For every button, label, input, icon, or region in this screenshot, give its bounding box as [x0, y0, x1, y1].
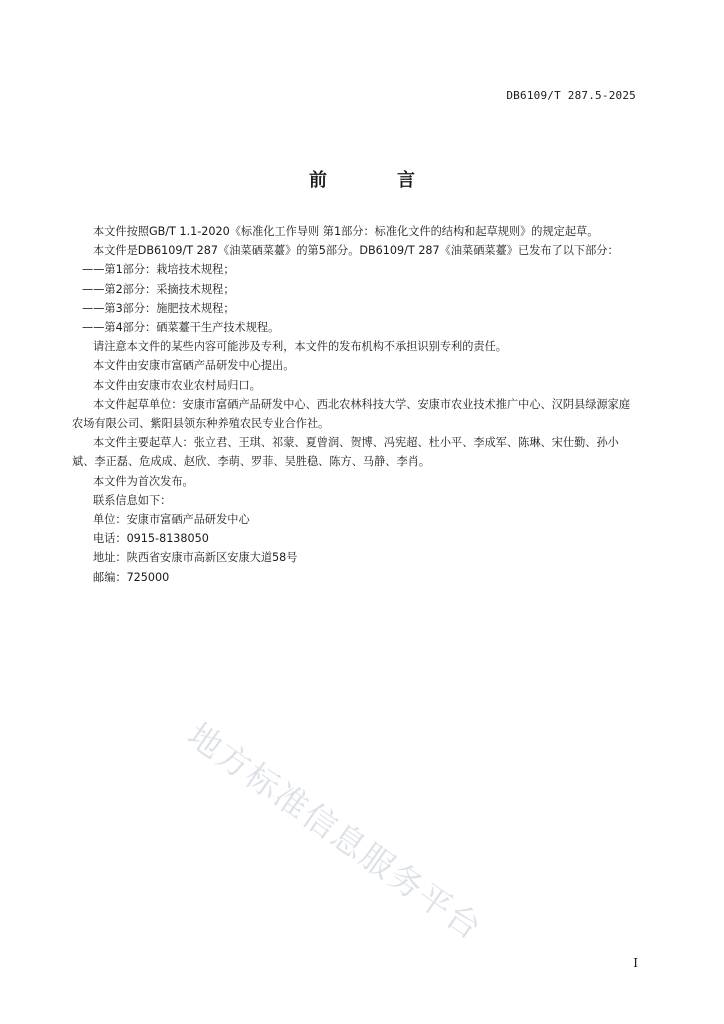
- list-item-part-1: ——第1部分：栽培技术规程；: [82, 263, 235, 277]
- list-item-part-2: ——第2部分：采摘技术规程；: [82, 282, 235, 296]
- contact-phone: 电话：0915-8138050: [93, 532, 209, 546]
- list-item-part-3: ——第3部分：施肥技术规程；: [82, 301, 235, 315]
- list-item-part-4: ——第4部分：硒菜薹干生产技术规程。: [82, 321, 280, 335]
- contact-unit: 单位：安康市富硒产品研发中心: [93, 513, 250, 527]
- paragraph-proposer: 本文件由安康市富硒产品研发中心提出。: [93, 359, 295, 373]
- paragraph-drafting-rules: 本文件按照GB/T 1.1-2020《标准化工作导则 第1部分：标准化文件的结构和起草规则》的规定起草。: [93, 225, 599, 238]
- paragraph-administrator: 本文件由安康市农业农村局归口。: [93, 378, 261, 392]
- paragraph-first-release: 本文件为首次发布。: [93, 474, 194, 488]
- paragraph-drafters: 本文件主要起草人：张立君、王琪、祁蒙、夏曾润、贺博、冯宪超、杜小平、李成军、陈琳、宋仕勤、孙小斌、李正磊、危成成、赵欣、李萌、罗菲、吴胜稳、陈方、马静、李肖。: [72, 436, 619, 469]
- paragraph-drafting-units: 本文件起草单位：安康市富硒产品研发中心、西北农林科技大学、安康市农业技术推广中心、汉阴县绿源家庭农场有限公司、紫阳县领东种养殖农民专业合作社。: [72, 397, 631, 431]
- standard-code: DB6109/T 287.5-2025: [506, 89, 636, 102]
- foreword-body: [72, 222, 640, 587]
- page-title: 前 言: [309, 170, 441, 191]
- page-number: I: [633, 956, 638, 970]
- contact-postcode: 邮编：725000: [93, 570, 170, 584]
- contact-address: 地址：陕西省安康市高新区安康大道58号: [93, 551, 298, 565]
- paragraph-part-info: 本文件是DB6109/T 287《油菜硒菜薹》的第5部分。DB6109/T 287《油菜硒菜薹》已发布了以下部分：: [93, 244, 619, 258]
- watermark-text: 地方标准信息服务平台: [180, 715, 490, 948]
- paragraph-contact-heading: 联系信息如下：: [93, 493, 172, 507]
- paragraph-patent-notice: 请注意本文件的某些内容可能涉及专利，本文件的发布机构不承担识别专利的责任。: [93, 340, 507, 354]
